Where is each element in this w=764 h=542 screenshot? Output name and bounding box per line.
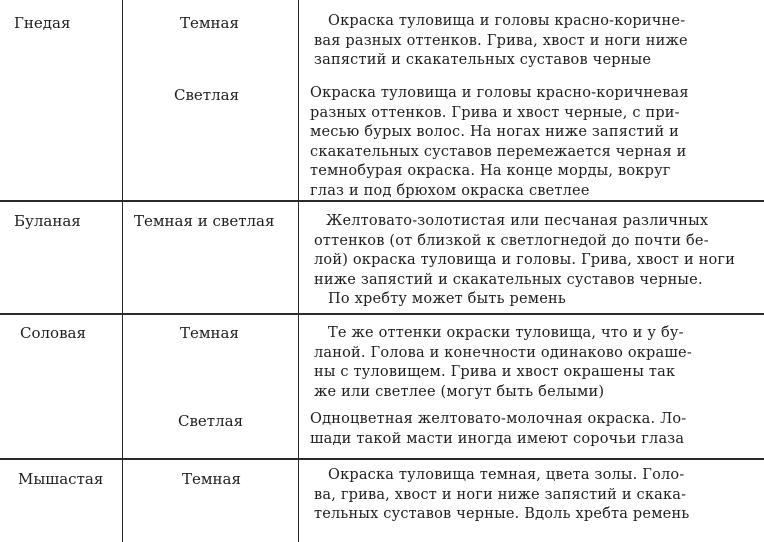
description-line: глаз и под брюхом окраска светлее [310, 182, 590, 199]
shade-label: Темная и светлая [134, 212, 275, 230]
column-divider-2 [298, 0, 299, 542]
description [314, 12, 688, 71]
shade-label: Темная [180, 14, 239, 32]
column-divider-1 [122, 0, 123, 542]
description [310, 84, 689, 202]
description-line: разных оттенков. Грива и хвост черные, с при- [310, 104, 680, 121]
shade-label: Светлая [178, 412, 244, 430]
description-line: же или светлее (могут быть белыми) [314, 383, 605, 400]
description-line: тельных суставов черные. Вдоль хребта ремень [314, 506, 690, 523]
description-line: ниже запястий и скакательных суставов черные. [314, 271, 703, 288]
description-line: скакательных суставов перемежается черная и [310, 143, 687, 160]
description-line: месью бурых волос. На ногах ниже запястий и [310, 124, 680, 141]
shade-label: Светлая [174, 86, 240, 104]
shade-label: Темная [182, 470, 241, 488]
description [314, 324, 692, 402]
description-line: вая разных оттенков. Грива, хвост и ноги ниже [314, 32, 688, 49]
description-line: лой) окраска туловища и головы. Грива, хвост и ноги [314, 252, 736, 269]
description-line: шади такой масти иногда имеют сорочьи глаза [310, 430, 685, 447]
row-divider-2 [0, 313, 764, 315]
description-line: Окраска туловища темная, цвета золы. Голо- [328, 467, 685, 483]
description-line: запястий и скакательных суставов черные [314, 52, 652, 69]
description-line: Желтовато-золотистая или песчаная различных [326, 213, 709, 229]
suit-name: Соловая [20, 324, 86, 342]
description [314, 212, 735, 310]
description-line: Окраска туловища и головы красно-коричневая [310, 85, 689, 101]
description [310, 410, 686, 449]
description-line: ва, грива, хвост и ноги ниже запястий и скака- [314, 486, 687, 503]
description-line: ны с туловищем. Грива и хвост окрашены так [314, 364, 676, 381]
description-line: Одноцветная желтовато-молочная окраска. Ло- [310, 411, 687, 427]
suit-name: Буланая [14, 212, 81, 230]
description-line: Окраска туловища и головы красно-коричне- [328, 13, 686, 29]
suit-name: Гнедая [14, 14, 71, 32]
description-line: оттенков (от близкой к светлогнедой до почти бе- [314, 232, 709, 249]
shade-label: Темная [180, 324, 239, 342]
row-divider-3 [0, 458, 764, 460]
description-line: темнобурая окраска. На конце морды, вокруг [310, 163, 671, 180]
description-line: ланой. Голова и конечности одинаково окраше- [314, 344, 692, 361]
description-line: Те же оттенки окраски туловища, что и у бу- [328, 325, 684, 341]
description [314, 466, 689, 525]
suit-name: Мышастая [18, 470, 104, 488]
description-line: По хребту может быть ремень [328, 291, 566, 308]
